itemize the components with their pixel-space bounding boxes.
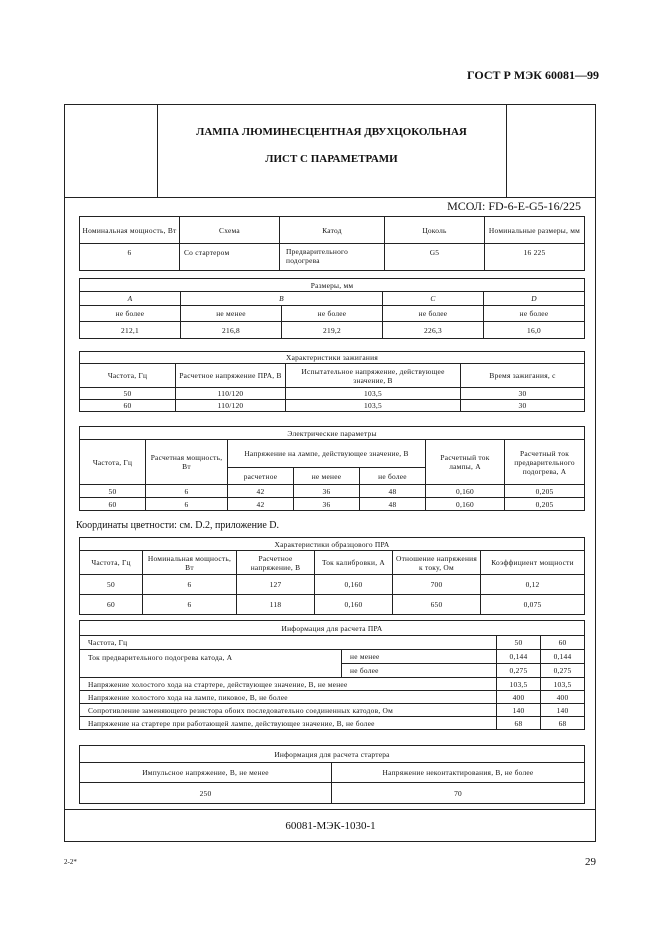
dim-letter-a: A [80, 292, 181, 306]
dim-letter-b: B [181, 292, 383, 306]
bd-cell: 0,144 [541, 650, 585, 664]
bd-freq-label: Частота, Гц [80, 636, 497, 650]
ign-cell: 30 [461, 388, 585, 400]
el-header-preheat: Расчетный ток предварительного подогрева, А [505, 440, 585, 485]
mcol-code: МСОЛ: FD-6-E-G5-16/225 [447, 199, 581, 213]
ign-cell: 103,5 [286, 400, 461, 412]
bd-row-label: Напряжение холостого хода на стартере, действующее значение, В, не менее [80, 678, 497, 691]
rb-header: Отношение напряжения к току, Ом [393, 551, 481, 575]
el-cell: 36 [294, 485, 360, 498]
ign-cell: 110/120 [176, 388, 286, 400]
rb-cell: 118 [237, 595, 315, 615]
ballast-design-title: Информация для расчета ПРА [80, 621, 585, 636]
cell-base: G5 [385, 244, 485, 271]
color-coordinates-note: Координаты цветности: см. D.2, приложение D. [76, 520, 279, 531]
el-cell: 42 [228, 498, 294, 511]
rb-cell: 127 [237, 575, 315, 595]
sd-cell: 250 [80, 783, 332, 804]
el-cell: 0,160 [426, 485, 505, 498]
el-cell: 0,160 [426, 498, 505, 511]
title-left-divider [157, 105, 158, 197]
dim-value: 212,1 [80, 322, 181, 339]
el-cell: 60 [80, 498, 146, 511]
title-line-1: ЛАМПА ЛЮМИНЕСЦЕНТНАЯ ДВУХЦОКОЛЬНАЯ [196, 126, 467, 138]
reference-ballast-table [79, 537, 585, 615]
el-header-voltage: Напряжение на лампе, действующее значение, В [228, 440, 426, 468]
dim-limit: не менее [181, 306, 282, 322]
dim-limit: не более [383, 306, 484, 322]
el-header-current: Расчетный ток лампы, А [426, 440, 505, 485]
bd-cell: 103,5 [541, 678, 585, 691]
ign-cell: 50 [80, 388, 176, 400]
el-sub: расчетное [228, 468, 294, 485]
rb-cell: 0,160 [315, 575, 393, 595]
dim-limit: не более [282, 306, 383, 322]
dim-value: 226,3 [383, 322, 484, 339]
bd-row-label: Напряжение на стартере при работающей лампе, действующее значение, В, не более [80, 717, 497, 730]
rb-cell: 6 [143, 575, 237, 595]
rb-header: Ток калибровки, А [315, 551, 393, 575]
rb-cell: 650 [393, 595, 481, 615]
el-cell: 6 [146, 498, 228, 511]
ign-cell: 103,5 [286, 388, 461, 400]
rb-header: Частота, Гц [80, 551, 143, 575]
standard-number: ГОСТ Р МЭК 60081—99 [467, 68, 599, 82]
footer-divider [65, 809, 595, 810]
rb-cell: 700 [393, 575, 481, 595]
title-divider [65, 197, 595, 198]
rb-header: Номинальная мощность, Вт [143, 551, 237, 575]
el-header-freq: Частота, Гц [80, 440, 146, 485]
bd-cell: 0,275 [541, 664, 585, 678]
cell-size: 16 225 [485, 244, 585, 271]
starter-design-title: Информация для расчета стартера [80, 746, 585, 763]
header-size: Номинальные размеры, мм [485, 217, 585, 244]
el-header-power: Расчетная мощность, Вт [146, 440, 228, 485]
dim-limit: не более [80, 306, 181, 322]
el-sub: не более [360, 468, 426, 485]
ign-header: Испытательное напряжение, действующее значение, В [286, 364, 461, 388]
bd-freq: 50 [497, 636, 541, 650]
ballast-design-table [79, 620, 585, 730]
sd-cell: 70 [332, 783, 585, 804]
ign-cell: 110/120 [176, 400, 286, 412]
dim-value: 216,8 [181, 322, 282, 339]
el-cell: 6 [146, 485, 228, 498]
rb-header: Коэффициент мощности [481, 551, 585, 575]
bd-preheat-max: не более [342, 664, 497, 678]
cell-power: 6 [80, 244, 180, 271]
rb-cell: 0,12 [481, 575, 585, 595]
el-cell: 42 [228, 485, 294, 498]
el-cell: 0,205 [505, 498, 585, 511]
dim-value: 219,2 [282, 322, 383, 339]
el-cell: 48 [360, 498, 426, 511]
dimensions-table [79, 278, 585, 339]
bd-cell: 68 [497, 717, 541, 730]
bd-preheat-min: не менее [342, 650, 497, 664]
dim-limit: не более [484, 306, 585, 322]
dimensions-title: Размеры, мм [80, 279, 585, 292]
electrical-table [79, 426, 585, 511]
bd-cell: 0,275 [497, 664, 541, 678]
header-cathode: Катод [280, 217, 385, 244]
el-cell: 48 [360, 485, 426, 498]
rb-cell: 6 [143, 595, 237, 615]
bd-cell: 140 [541, 704, 585, 717]
bd-cell: 400 [497, 691, 541, 704]
bd-preheat-label: Ток предварительного подогрева катода, А [80, 650, 342, 678]
header-base: Цоколь [385, 217, 485, 244]
main-params-table [79, 216, 585, 271]
el-cell: 50 [80, 485, 146, 498]
rb-cell: 0,075 [481, 595, 585, 615]
ignition-table [79, 351, 585, 412]
electrical-title: Электрические параметры [80, 427, 585, 440]
bd-cell: 68 [541, 717, 585, 730]
rb-cell: 50 [80, 575, 143, 595]
bd-row-label: Сопротивление заменяющего резистора обоих последовательно соединенных катодов, Ом [80, 704, 497, 717]
page-signature: 2-2* [64, 858, 77, 866]
ign-header: Расчетное напряжение ПРА, В [176, 364, 286, 388]
header-power: Номинальная мощность, Вт [80, 217, 180, 244]
el-cell: 36 [294, 498, 360, 511]
el-sub: не менее [294, 468, 360, 485]
el-cell: 0,205 [505, 485, 585, 498]
title-line-2: ЛИСТ С ПАРАМЕТРАМИ [265, 153, 398, 165]
dim-letter-d: D [484, 292, 585, 306]
ignition-title: Характеристики зажигания [80, 352, 585, 364]
cell-scheme: Со стартером [180, 244, 280, 271]
bd-row-label: Напряжение холостого хода на лампе, пиковое, В, не более [80, 691, 497, 704]
rb-cell: 60 [80, 595, 143, 615]
rb-cell: 0,160 [315, 595, 393, 615]
page-number: 29 [585, 856, 596, 868]
ign-header: Время зажигания, с [461, 364, 585, 388]
bd-cell: 103,5 [497, 678, 541, 691]
sd-header: Импульсное напряжение, В, не менее [80, 763, 332, 783]
sheet-code: 60081-МЭК-1030-1 [285, 820, 376, 832]
cell-cathode: Предварительного подогрева [280, 244, 385, 271]
title-right-divider [506, 105, 507, 197]
bd-cell: 140 [497, 704, 541, 717]
dim-letter-c: C [383, 292, 484, 306]
ign-cell: 60 [80, 400, 176, 412]
sd-header: Напряжение неконтактирования, В, не более [332, 763, 585, 783]
rb-header: Расчетное напряжение, В [237, 551, 315, 575]
bd-freq: 60 [541, 636, 585, 650]
starter-design-table [79, 745, 585, 804]
bd-cell: 400 [541, 691, 585, 704]
dim-value: 16,0 [484, 322, 585, 339]
bd-cell: 0,144 [497, 650, 541, 664]
ign-header: Частота, Гц [80, 364, 176, 388]
header-scheme: Схема [180, 217, 280, 244]
ign-cell: 30 [461, 400, 585, 412]
ref-ballast-title: Характеристики образцового ПРА [80, 538, 585, 551]
